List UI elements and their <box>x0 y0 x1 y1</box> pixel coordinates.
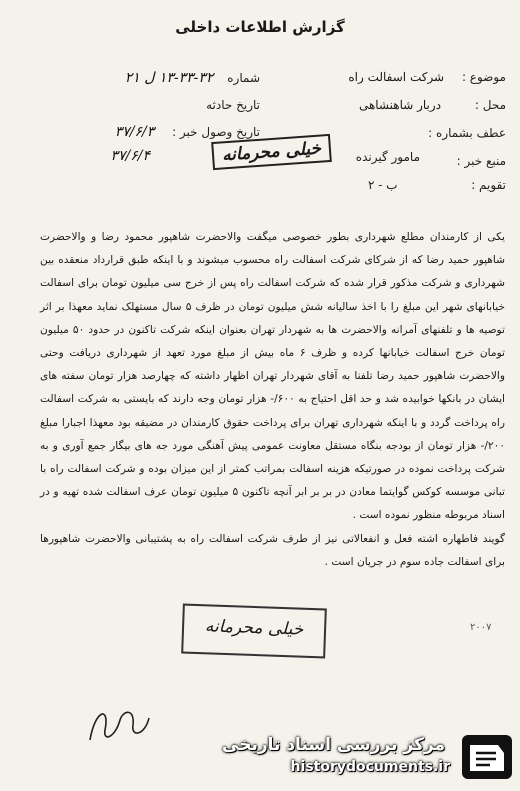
evaluation-value: ب - ۲ <box>367 178 398 192</box>
watermark-name: مرکز بررسی اسناد تاریخی <box>222 735 445 755</box>
receiving-agent-field <box>356 150 420 164</box>
place-label: محل : <box>474 98 506 112</box>
source-date <box>110 148 150 164</box>
watermark-url: historydocuments.ir <box>290 759 450 775</box>
number-field <box>125 70 260 86</box>
top-classification-stamp: خیلی محرمانه <box>211 134 332 170</box>
incident-date-label: تاریخ حادثه <box>206 98 260 112</box>
report-body <box>40 226 505 574</box>
bottom-classification-stamp <box>181 604 327 659</box>
evaluation-label: تقویم : <box>471 178 506 192</box>
body-paragraph-1: یکی از کارمندان مطلع شهرداری بطور خصوصی میگفت والاحضرت شاهپور محمود رضا و والاحضرت شاهپور حمید رضا که از شرکای شرکت اسفالت راه محسوب میشوند و با اینکه طبق قرارداد منعقده بین شهرداری و شرکت مذکور قرار شده که شرکت اسفالت راه پس از خرج سی میلیون تومان برای اسفالت خیابانهای شهر این مبلغ را با اخذ سالیانه شش میلیون تومان در ظرف ۵ سال مستهلک نماید معهذا بر اثر توصیه ها و تلفنهای آمرانه والاحضرت ها به شهردار تهران بعنوان اینکه شرکت تاکنون در حدود ۵۰ میلیون تومان خرج اسفالت خیابانها کرده و ظرف ۶ ماه بیش از مبلغ مورد تعهد از شهرداری دریافت وحتی والاحضرت شاهپور حمید رضا تلفنا به آقای شهردار تهران اظهار داشته که چهارصد هزار تومان سفته های ایشان در بانکها خوابیده شد و حد اقل احتیاج به ۶۰۰/- هزار تومان وجه دارند که بایستی به شرکت اسفالت راه پرداخت گردد و با اینکه شهرداری تهران برای پرداخت حقوق کارمندان در مضیقه بود معهذا اجبارا مبلغ ۲۰۰/- هزار تومان از بودجه بنگاه مستقل معاونت عمومی پیش آهنگی مورد جه های بیگار جمع آوری و به شرکت پرداخت نموده در صورتیکه هزینه اسفالت بمراتب کمتر از این میزان بوده و شرکت اسفالت راه با تبانی موسسه کوکس گوایتما معادن در بر بر ابر آنچه تاکنون ۵ میلیون تومان عرف اسفالت شده تهیه و در اسناد مربوطه منظور نموده است . <box>40 231 506 522</box>
source-label: منبع خبر : <box>456 154 506 168</box>
evaluation-field <box>368 178 506 192</box>
receipt-date-value: ۳۷/۶/۳ <box>114 124 155 140</box>
reference-field <box>428 126 506 140</box>
margin-note: ۲۰۰۷ <box>470 622 492 633</box>
incident-date-field <box>206 98 260 112</box>
subject-field <box>348 70 506 84</box>
place-value: دربار شاهنشاهی <box>358 98 442 112</box>
receiving-agent-label: مامور گیرنده <box>355 150 420 164</box>
watermark <box>222 727 520 791</box>
handwritten-signature <box>85 700 155 750</box>
body-paragraph-2: گویند فاطهاره اشته فعل و انفعالاتی نیز از طرف شرکت اسفالت راه به پشتیبانی والاحضرت شاهپورها برای اسفالت جاده سوم در جریان است . <box>40 532 505 568</box>
document-title: گزارش اطلاعات داخلی <box>175 18 345 36</box>
number-value: ۳۲-۳۳-۱۳ ل ۲۱ <box>124 70 214 86</box>
subject-value: شرکت اسفالت راه <box>348 70 445 84</box>
receipt-date-label: تاریخ وصول خبر : <box>172 125 260 139</box>
reference-label: عطف بشماره : <box>428 126 506 140</box>
bottom-stamp-text: خیلی محرمانه <box>204 616 304 640</box>
number-label: شماره <box>227 71 260 85</box>
place-field <box>359 98 506 112</box>
watermark-logo-icon <box>458 731 516 783</box>
source-field <box>457 154 506 168</box>
source-value: ۳۷/۶/۴ <box>110 148 150 164</box>
subject-label: موضوع : <box>461 70 506 84</box>
receipt-date-field <box>115 124 260 140</box>
